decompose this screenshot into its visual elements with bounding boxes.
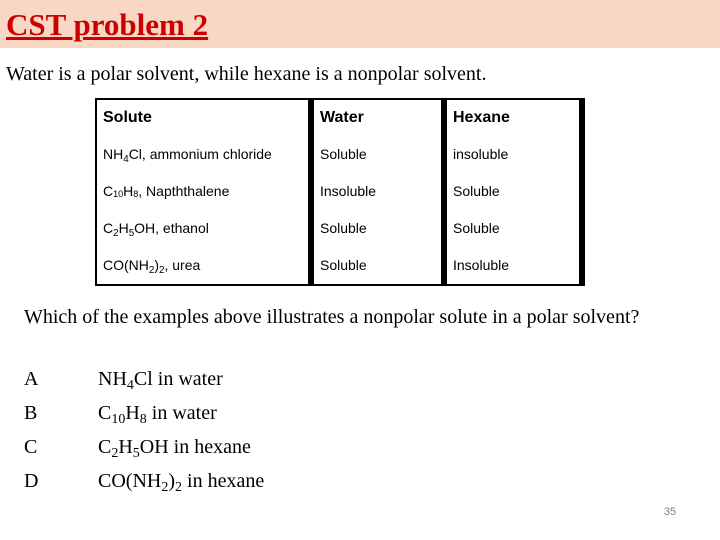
option-part: H (125, 402, 140, 424)
subscript: 2 (161, 480, 169, 495)
option-part: in hexane (182, 470, 265, 492)
subscript: 10 (113, 189, 124, 199)
solute-text: C (103, 220, 114, 236)
subscript: 8 (133, 189, 139, 199)
option-letter: D (24, 470, 39, 492)
solute-text: ) (154, 257, 160, 273)
subscript: 2 (159, 265, 165, 276)
solute-text: , Napththalene (138, 183, 230, 199)
header-solute: Solute (97, 100, 308, 136)
option-letter: B (24, 402, 38, 424)
subscript: 4 (126, 378, 134, 393)
water-cell: Soluble (314, 136, 441, 173)
header-hexane: Hexane (447, 100, 579, 136)
option-part: in water (146, 402, 217, 424)
intro-text: Water is a polar solvent, while hexane is a nonpolar solvent. (6, 63, 487, 85)
solute-cell (97, 136, 308, 173)
option-text (98, 398, 217, 428)
solute-text: C (103, 183, 114, 199)
option-text (98, 432, 251, 462)
option-part: OH in hexane (139, 436, 251, 458)
option-part: C (98, 436, 112, 458)
subscript: 2 (148, 265, 155, 276)
subscript: 5 (128, 228, 135, 239)
solute-text: H (123, 183, 134, 199)
solute-cell (97, 210, 308, 247)
solute-text: OH, ethanol (134, 220, 209, 236)
solute-text: NH (103, 146, 124, 162)
option-part: NH (98, 368, 127, 390)
solute-text: H (118, 220, 129, 236)
solute-text: Cl, ammonium chloride (128, 146, 272, 162)
subscript: 10 (111, 412, 126, 427)
option-part: ) (168, 470, 176, 492)
subscript: 4 (123, 154, 129, 165)
option-text (98, 466, 264, 496)
solute-cell (97, 173, 308, 210)
hexane-cell: Soluble (447, 173, 579, 210)
hexane-cell: insoluble (447, 136, 579, 173)
option-part: H (118, 436, 133, 458)
option-part: CO(NH (98, 470, 162, 492)
solute-text: , urea (164, 257, 201, 273)
option-letter: C (24, 436, 38, 458)
solute-cell (97, 247, 308, 284)
hexane-cell: Soluble (447, 210, 579, 247)
subscript: 2 (113, 228, 119, 239)
option-part: Cl in water (133, 368, 223, 390)
option-text (98, 364, 223, 394)
page-number: 35 (663, 506, 677, 518)
header-water: Water (314, 100, 441, 136)
slide-title: CST problem 2 (6, 7, 209, 42)
water-cell: Insoluble (314, 173, 441, 210)
option-letter: A (24, 368, 39, 390)
subscript: 5 (132, 446, 140, 461)
solute-text: CO(NH (103, 257, 149, 273)
question-text: Which of the examples above illustrates a nonpolar solute in a polar solvent? (24, 306, 640, 328)
subscript: 2 (111, 446, 119, 461)
water-cell: Soluble (314, 210, 441, 247)
option-part: C (98, 402, 112, 424)
subscript: 2 (175, 480, 183, 495)
solubility-table (95, 98, 585, 286)
hexane-cell: Insoluble (447, 247, 579, 284)
subscript: 8 (139, 412, 147, 427)
water-cell: Soluble (314, 247, 441, 284)
